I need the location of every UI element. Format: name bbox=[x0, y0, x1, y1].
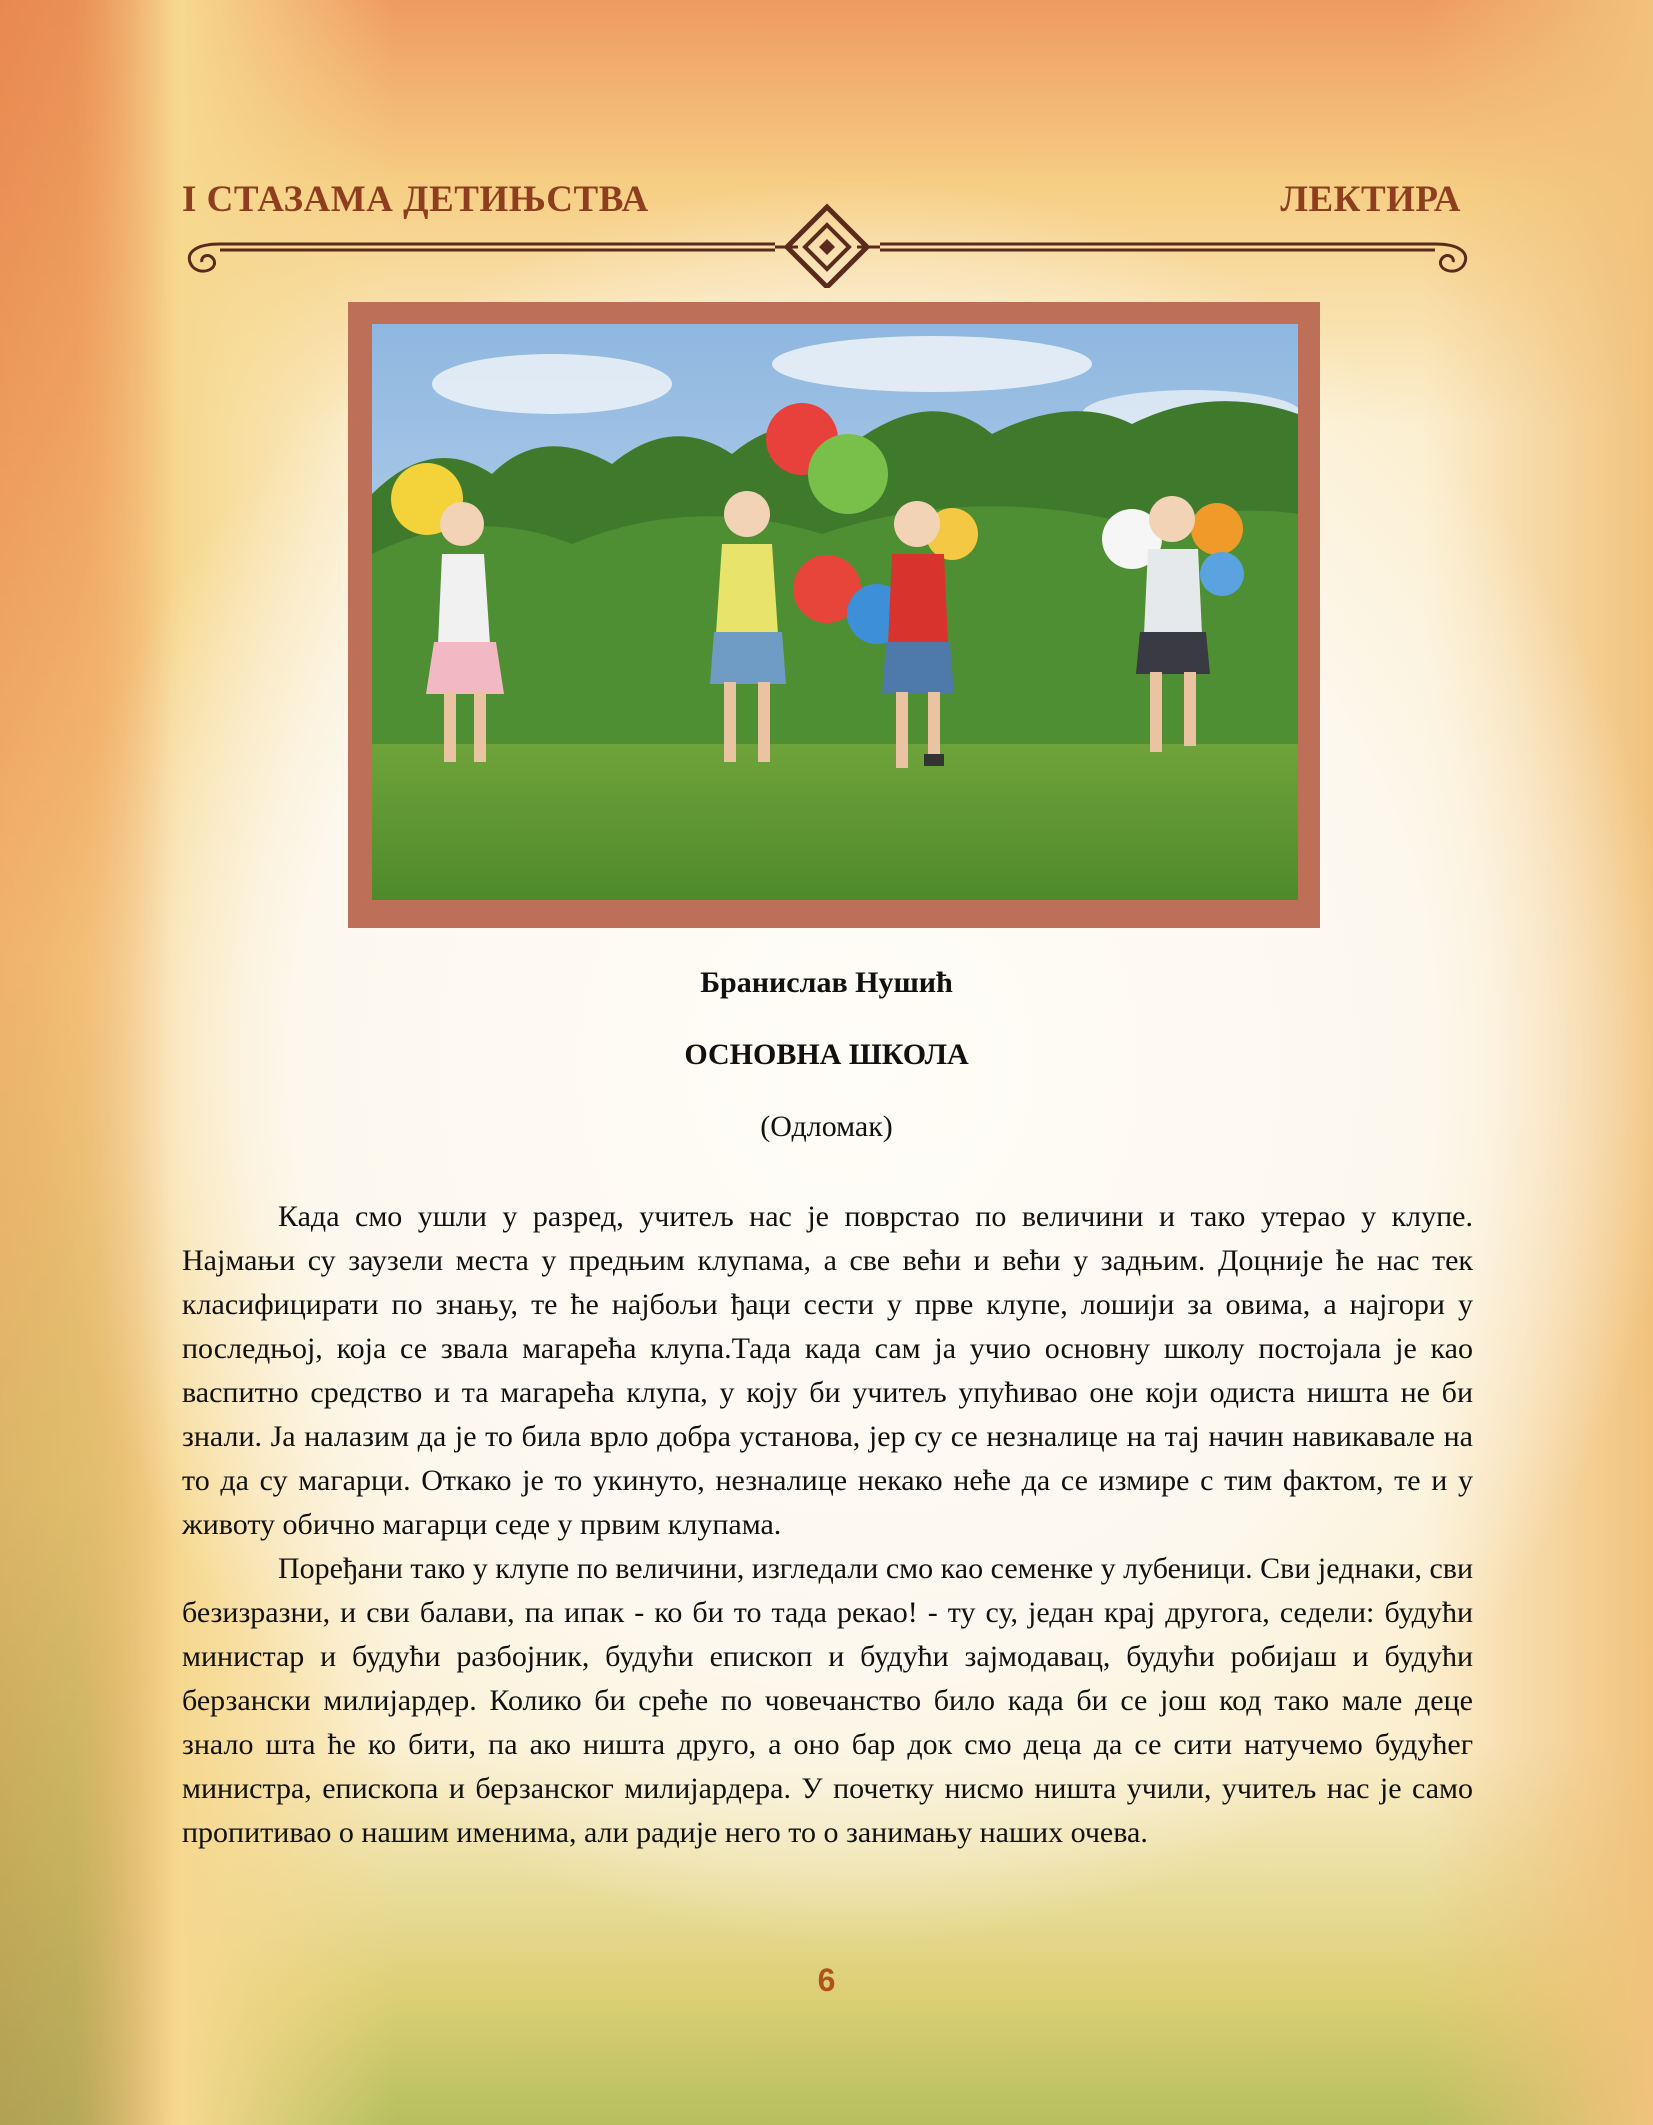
paragraph: Поређани тако у клупе по величини, изгледали смо као семенке у лубеници. Сви једнаки, сви безизразни, и сви балави, па ипак - ко би то тада рекао! - ту су, један крај другога, седели: будући министар и будући разбојник, будући епископ и будући зајмодавац, будући робијаш и будући берзански милијардер. Колико би среће по човечанство било када би се још код тако мале деце знало шта ће ко бити, па ако ништа друго, а оно бар док смо деца да се сити натучемо будућег министра, епископа и берзанског милијардера. У почетку нисмо ништа учили, учитељ нас је само пропитивао о нашим именима, али радије него то о занимању наших очева. bbox=[182, 1552, 1473, 1849]
page-number: 6 bbox=[817, 1962, 836, 1998]
section-header: I СТАЗАМА ДЕТИЊСТВА bbox=[182, 179, 649, 220]
children-running-with-balloons-photo bbox=[372, 324, 1298, 900]
article-title: ОСНОВНА ШКОЛА bbox=[684, 1038, 969, 1071]
header-divider-ornament bbox=[180, 198, 1475, 288]
article-subtitle: (Одломак) bbox=[760, 1110, 893, 1143]
category-header: ЛЕКТИРА bbox=[1280, 179, 1461, 220]
illustration-frame bbox=[348, 302, 1320, 928]
paragraph: Када смо ушли у разред, учитељ нас је поврстао по величини и тако утерао у клупе. Најмањи су заузели места у предњим клупама, а све већи и већи у задњим. Доцније ће нас тек класифицирати по знању, те ће најбољи ђаци сести у прве клупе, лошији за овима, а најгори у последњој, која се звала магарећа клупа.Тада када сам ја учио основну школу постојала је као васпитно средство и та магарећа клупа, у коју би учитељ упућивао оне који одиста ништа не би знали. Ја налазим да је то била врло добра установа, јер су се незналице на тај начин навикавале на то да су магарци. Откако је то укинуто, незналице некако неће да се измире с тим фактом, те и у животу обично магарци седе у првим клупама. bbox=[182, 1200, 1473, 1541]
article-author: Бранислав Нушић bbox=[700, 966, 953, 999]
article-body bbox=[182, 1195, 1473, 1855]
